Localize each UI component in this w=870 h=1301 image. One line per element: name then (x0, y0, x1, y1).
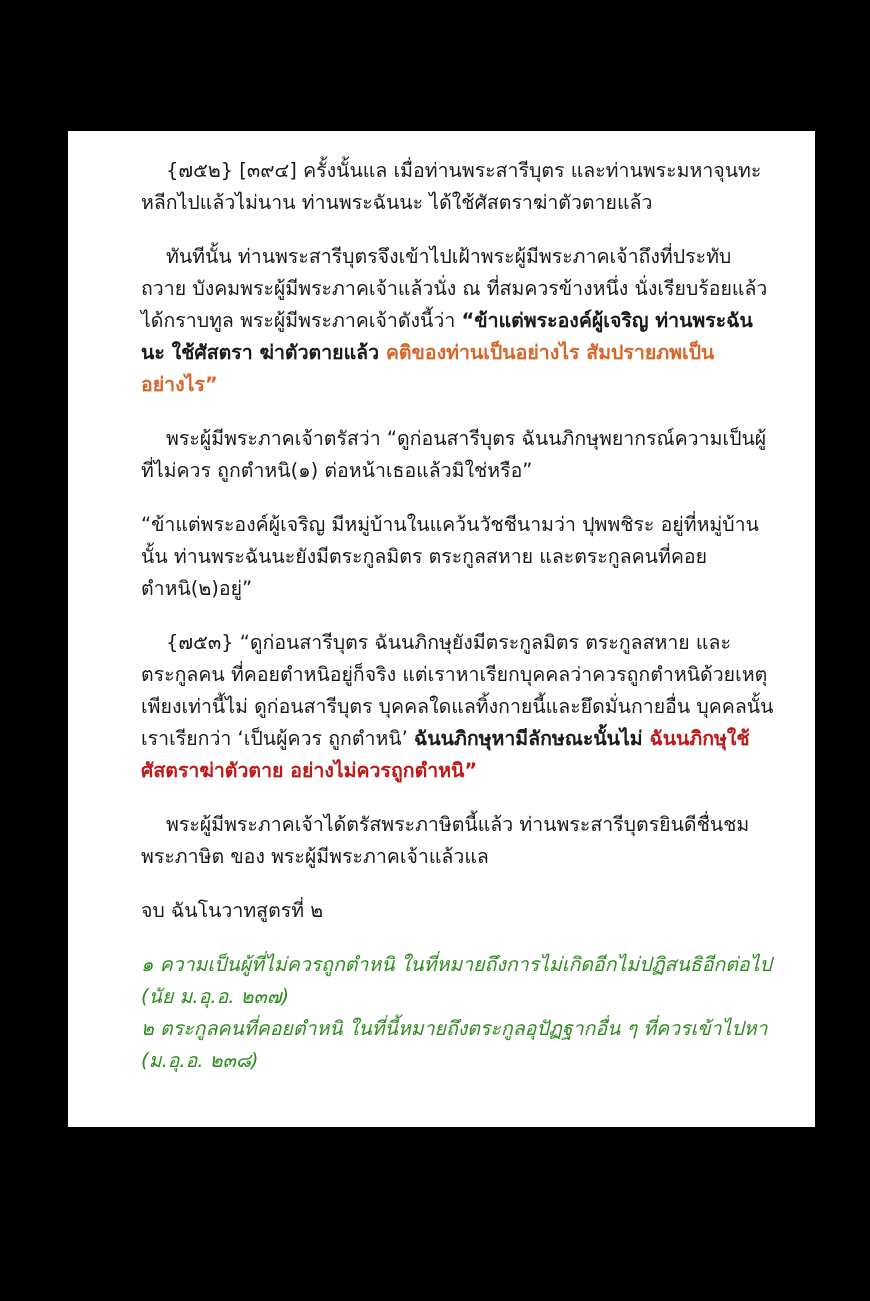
paragraph-4 (141, 509, 775, 605)
footnote-2: ๒ ตระกูลคนที่คอยตำหนิ ในที่นี้หมายถึงตระกูลอุปัฏฐากอื่น ๆ ที่ควรเข้าไปหา (ม.อุ.อ. ๒๓๘) (141, 1017, 768, 1072)
paragraph-3-text: พระผู้มีพระภาคเจ้าตรัสว่า “ดูก่อนสารีบุตร ฉันนภิกษุพยากรณ์ความเป็นผู้ที่ไม่ควร ถูกตำหนิ(๑) ต่อหน้าเธอแล้วมิใช่หรือ” (141, 427, 767, 482)
paragraph-5-bold: ฉันนภิกษุหามีลักษณะนั้นไม่ (414, 727, 650, 750)
paragraph-2 (141, 241, 775, 401)
sutta-end-line (141, 895, 775, 927)
paragraph-5-red-highlight: ฉันนภิกษุใช้ศัสตราฆ่าตัวตาย อย่างไม่ควรถูกตำหนิ” (141, 727, 750, 782)
paragraph-2-text: ทันทีนั้น ท่านพระสารีบุตรจึงเข้าไปเฝ้าพระผู้มีพระภาคเจ้าถึงที่ประทับ ถวาย บังคมพระผู้มีพระภาคเจ้าแล้วนั่ง ณ ที่สมควรข้างหนึ่ง นั่งเรียบร้อยแล้ว ได้กราบทูล พระผู้มีพระภาคเจ้าดังนี้ว่า (141, 245, 768, 332)
paragraph-2-bold-quote: “ข้าแต่พระองค์ผู้เจริญ ท่านพระฉันนะ ใช้ศัสตรา ฆ่าตัวตายแล้ว (141, 309, 753, 364)
paragraph-6 (141, 809, 775, 873)
sutta-end-text: จบ ฉันโนวาทสูตรที่ ๒ (141, 899, 324, 922)
paragraph-1 (141, 155, 775, 219)
paragraph-4-text: “ข้าแต่พระองค์ผู้เจริญ มีหมู่บ้านในแคว้นวัชชีนามว่า ปุพพชิระ อยู่ที่หมู่บ้านนั้น ท่านพระฉันนะยังมีตระกูลมิตร ตระกูลสหาย และตระกูลคนที่คอยตำหนิ(๒)อยู่” (141, 513, 759, 600)
footnote-1: ๑ ความเป็นผู้ที่ไม่ควรถูกตำหนิ ในที่หมายถึงการไม่เกิดอีกไม่ปฏิสนธิอีกต่อไป (นัย ม.อุ.อ. ๒๓๗) (141, 953, 772, 1008)
paragraph-1-text: {๗๕๒} [๓๙๔] ครั้งนั้นแล เมื่อท่านพระสารีบุตร และท่านพระมหาจุนทะหลีกไปแล้วไม่นาน ท่านพระฉันนะ ได้ใช้ศัสตราฆ่าตัวตายแล้ว (141, 159, 762, 214)
paragraph-2-quote-end: ” (204, 373, 218, 396)
paragraph-2-orange-highlight: คติของท่านเป็นอย่างไร สัมปรายภพเป็นอย่างไร (141, 341, 715, 396)
paragraph-5 (141, 627, 775, 787)
paragraph-3 (141, 423, 775, 487)
paragraph-5-text: {๗๕๓} “ดูก่อนสารีบุตร ฉันนภิกษุยังมีตระกูลมิตร ตระกูลสหาย และตระกูลคน ที่คอยตำหนิอยู่ก็จริง แต่เราหาเรียกบุคคลว่าควรถูกตำหนิด้วยเหตุเพียงเท่านี้ไม่ ดูก่อนสารีบุตร บุคคลใดแลทิ้งกายนี้และยึดมั่นกายอื่น บุคคลนั้นเราเรียกว่า ‘เป็นผู้ควร ถูกตำหนิ’ (141, 631, 774, 750)
document-page (68, 131, 815, 1127)
paragraph-6-text: พระผู้มีพระภาคเจ้าได้ตรัสพระภาษิตนี้แล้ว ท่านพระสารีบุตรยินดีชื่นชมพระภาษิต ของ พระผู้มีพระภาคเจ้าแล้วแล (141, 813, 750, 868)
footnotes (141, 949, 775, 1077)
